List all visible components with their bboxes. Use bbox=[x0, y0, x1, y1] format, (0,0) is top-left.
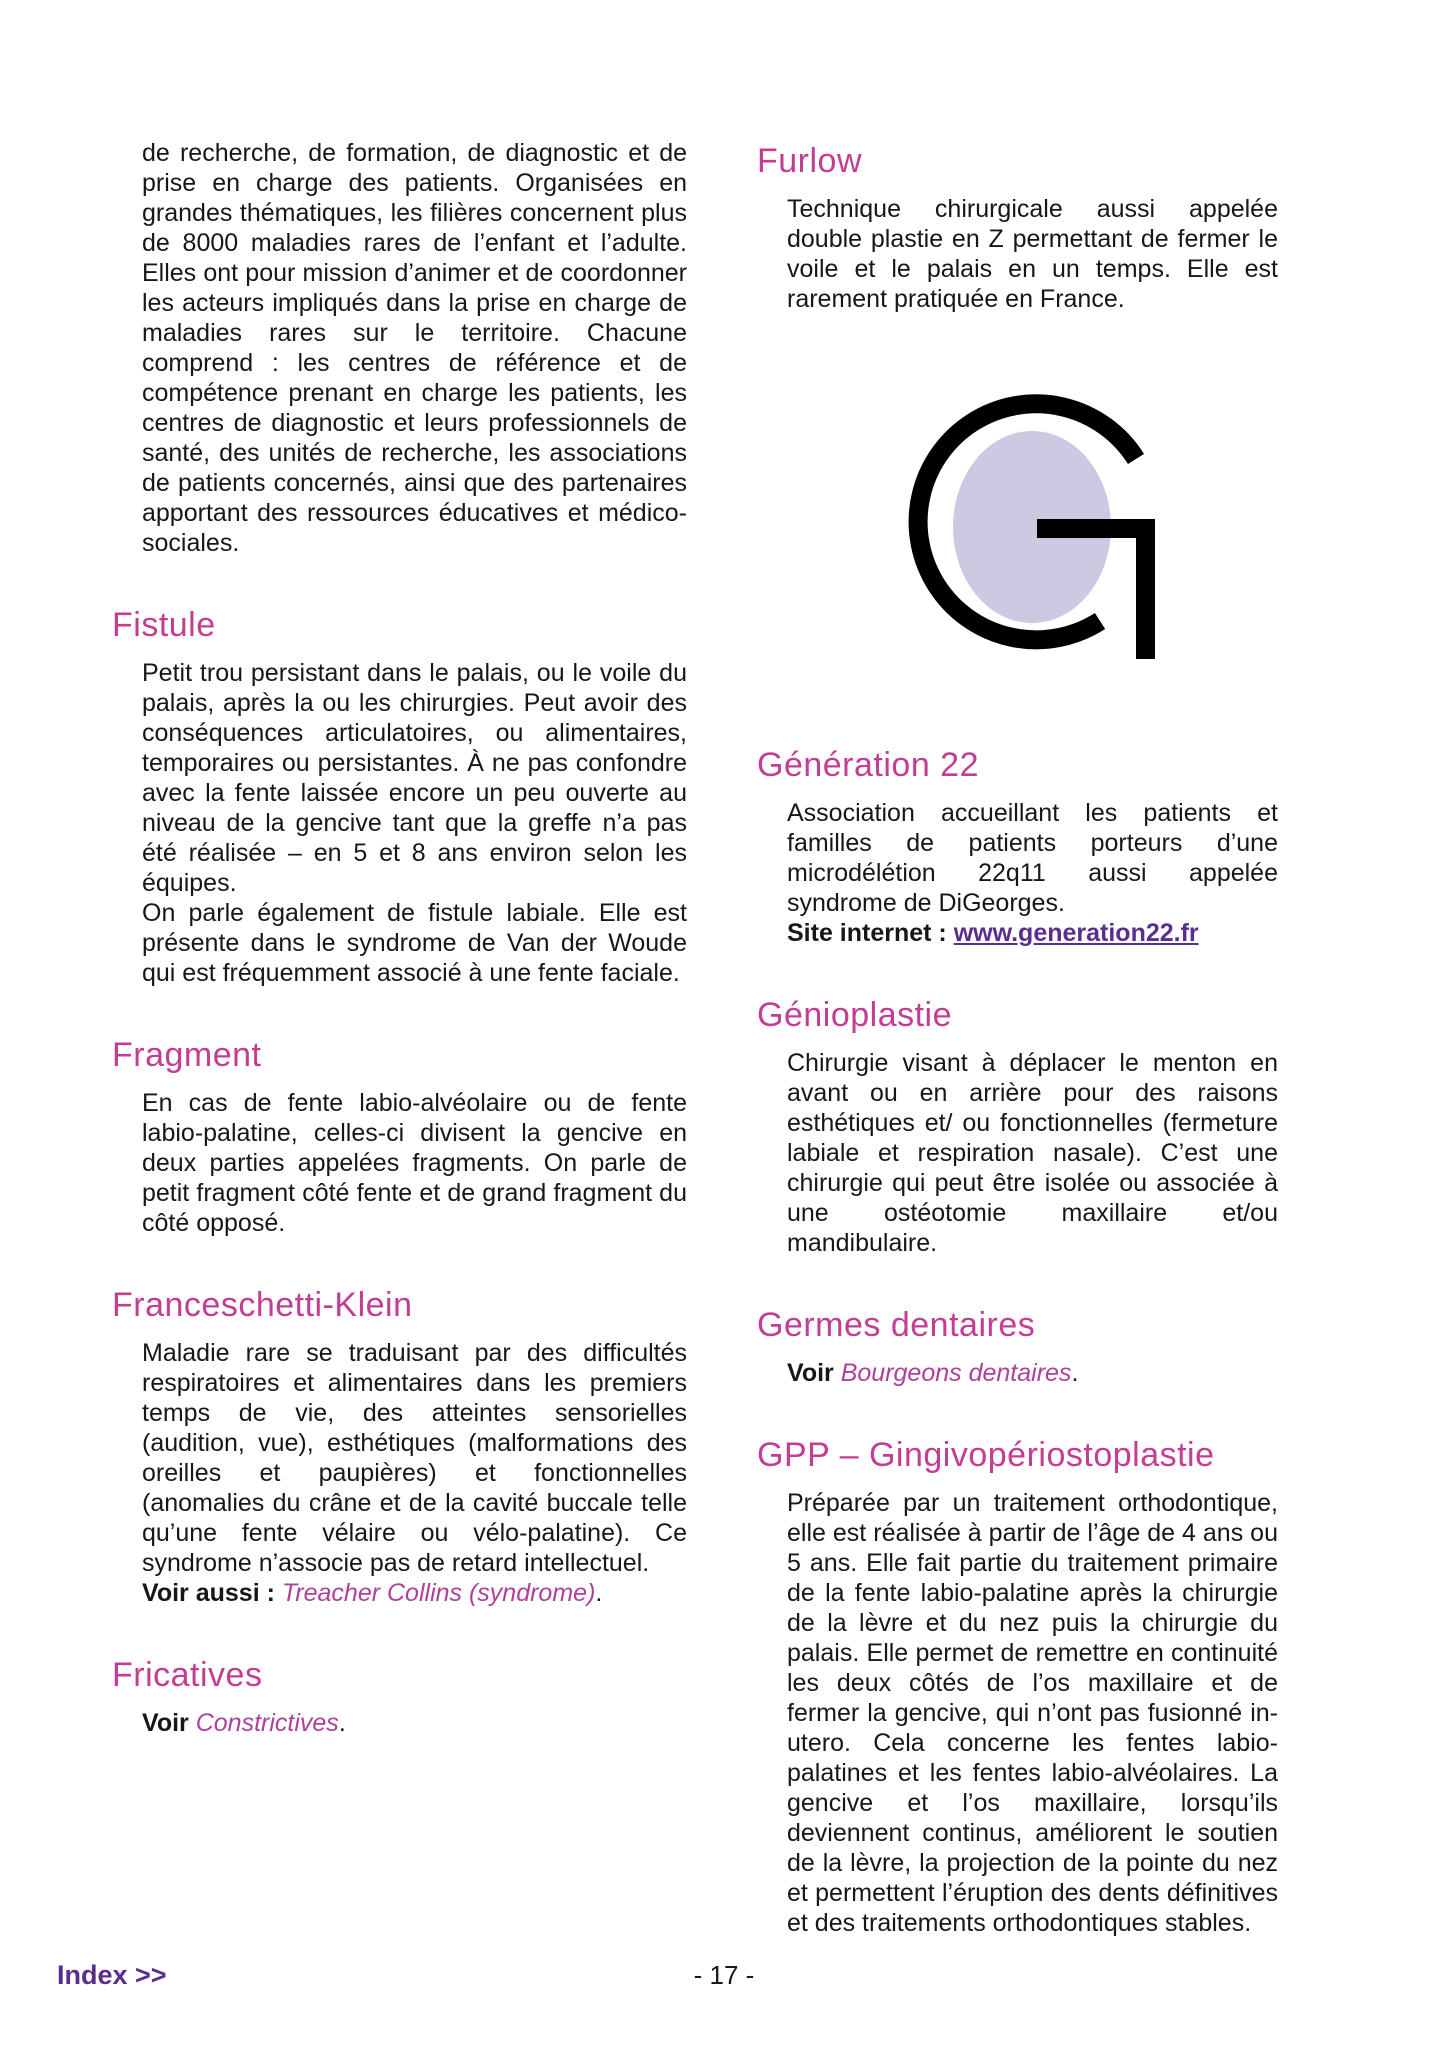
term-heading: Furlow bbox=[757, 142, 863, 180]
website-label: Site internet : bbox=[787, 919, 947, 947]
term-heading: Fragment bbox=[112, 1036, 262, 1074]
letter-g-icon bbox=[902, 369, 1172, 669]
term-heading: Génioplastie bbox=[757, 996, 953, 1034]
definition-paragraph: Préparée par un traitement orthodontique, elle est réalisée à partir de l’âge de 4 ans ou 5 ans. Elle fait partie du traitement primaire de la fente labio-palatine après la chirurgie de la lèvre et du nez puis la chirurgie du palais. Elle permet de remettre en continuité les deux côtés de l’os maxillaire et de fermer la gencive, qui n’ont pas fusionné in-utero. Cela concerne les fentes labio-palatines et les fentes labio-alvéolaires. La gencive et l’os maxillaire, lorsqu’ils deviennent continus, améliorent le soutien de la lèvre, la projection de la pointe du nez et permettent l’éruption des dents définitives et des traitements orthodontiques stables. bbox=[787, 1489, 1278, 1937]
cross-reference-link[interactable]: Treacher Collins (syndrome) bbox=[281, 1579, 596, 1607]
term-definition bbox=[112, 1708, 687, 1738]
definition-paragraph: Maladie rare se traduisant par des difficultés respiratoires et alimentaires dans les premiers temps de vie, des atteintes sensorielles (audition, vue), esthétiques (malformations des oreilles et paupières) et fonctionnelles (anomalies du crâne et de la cavité buccale telle qu’une fente vélaire ou vélo-palatine). Ce syndrome n’associe pas de retard intellectuel. bbox=[142, 1339, 687, 1577]
right-column bbox=[757, 140, 1278, 1938]
section-letter-graphic bbox=[902, 369, 1172, 669]
website-line bbox=[787, 918, 1278, 948]
term-definition bbox=[757, 798, 1278, 948]
glossary-entry bbox=[112, 1654, 687, 1738]
glossary-entry bbox=[757, 1304, 1278, 1388]
term-heading: GPP – Gingivopériostoplastie bbox=[757, 1436, 1215, 1474]
term-definition bbox=[112, 1338, 687, 1608]
cross-reference-line: Voir Constrictives. bbox=[142, 1709, 346, 1737]
term-definition bbox=[112, 658, 687, 988]
cross-reference-link[interactable]: Constrictives bbox=[195, 1709, 339, 1737]
page-number: - 17 - bbox=[693, 1960, 755, 1990]
term-heading: Génération 22 bbox=[757, 746, 979, 784]
glossary-entry bbox=[757, 994, 1278, 1258]
cross-reference-link[interactable]: Bourgeons dentaires bbox=[840, 1359, 1072, 1387]
index-link[interactable]: Index >> bbox=[57, 1960, 167, 1990]
term-definition bbox=[757, 1048, 1278, 1258]
glossary-entry bbox=[112, 604, 687, 988]
term-definition bbox=[757, 1358, 1278, 1388]
term-definition bbox=[757, 1488, 1278, 1938]
left-column bbox=[112, 138, 687, 1738]
cross-reference-line: Voir Bourgeons dentaires. bbox=[787, 1359, 1079, 1387]
definition-paragraph: Chirurgie visant à déplacer le menton en avant ou en arrière pour des raisons esthétiques et/ ou fonctionnelles (fermeture labiale et respiration nasale). C’est une chirurgie qui peut être isolée ou associée à une ostéotomie maxillaire et/ou mandibulaire. bbox=[787, 1049, 1278, 1257]
see-label: Voir bbox=[787, 1359, 834, 1387]
see-label: Voir bbox=[142, 1709, 189, 1737]
glossary-entry bbox=[112, 1284, 687, 1608]
definition-paragraph: On parle également de fistule labiale. Elle est présente dans le syndrome de Van der Woude qui est fréquemment associé à une fente faciale. bbox=[142, 899, 687, 987]
definition-paragraph: Technique chirurgicale aussi appelée double plastie en Z permettant de fermer le voile et le palais en un temps. Elle est rarement pratiquée en France. bbox=[787, 195, 1278, 313]
term-heading: Fricatives bbox=[112, 1656, 263, 1694]
definition-paragraph: En cas de fente labio-alvéolaire ou de fente labio-palatine, celles-ci divisent la gencive en deux parties appelées fragments. On parle de petit fragment côté fente et de grand fragment du côté opposé. bbox=[142, 1089, 687, 1237]
see-label: Voir aussi : bbox=[142, 1579, 275, 1607]
definition-paragraph: Association accueillant les patients et familles de patients porteurs d’une microdélétion 22q11 aussi appelée syndrome de DiGeorges. bbox=[787, 799, 1278, 917]
term-heading: Franceschetti-Klein bbox=[112, 1286, 413, 1324]
glossary-entry bbox=[112, 1034, 687, 1238]
continued-paragraph: de recherche, de formation, de diagnostic et de prise en charge des patients. Organisées en grandes thématiques, les filières concernent plus de 8000 maladies rares de l’enfant et l’adulte. Elles ont pour mission d’animer et de coordonner les acteurs impliqués dans la prise en charge de maladies rares sur le territoire. Chacune comprend : les centres de référence et de compétence prenant en charge les patients, les centres de diagnostic et leurs professionnels de santé, des unités de recherche, les associations de patients concernés, ainsi que des partenaires apportant des ressources éducatives et médico-sociales. bbox=[142, 139, 687, 557]
glossary-entry bbox=[757, 744, 1278, 948]
definition-paragraph: Petit trou persistant dans le palais, ou le voile du palais, après la ou les chirurgies. Peut avoir des conséquences articulatoires, ou alimentaires, temporaires ou persistantes. À ne pas confondre avec la fente laissée encore un peu ouverte au niveau de la gencive tant que la greffe n’a pas été réalisée – en 5 et 8 ans environ selon les équipes. bbox=[142, 659, 687, 897]
glossary-entry bbox=[757, 140, 1278, 314]
term-definition bbox=[112, 1088, 687, 1238]
term-heading: Germes dentaires bbox=[757, 1306, 1036, 1344]
external-link[interactable]: www.generation22.fr bbox=[953, 919, 1199, 947]
term-definition bbox=[757, 194, 1278, 314]
glossary-entry bbox=[757, 1434, 1278, 1938]
cross-reference-line: Voir aussi : Treacher Collins (syndrome). bbox=[142, 1579, 603, 1607]
term-heading: Fistule bbox=[112, 606, 216, 644]
